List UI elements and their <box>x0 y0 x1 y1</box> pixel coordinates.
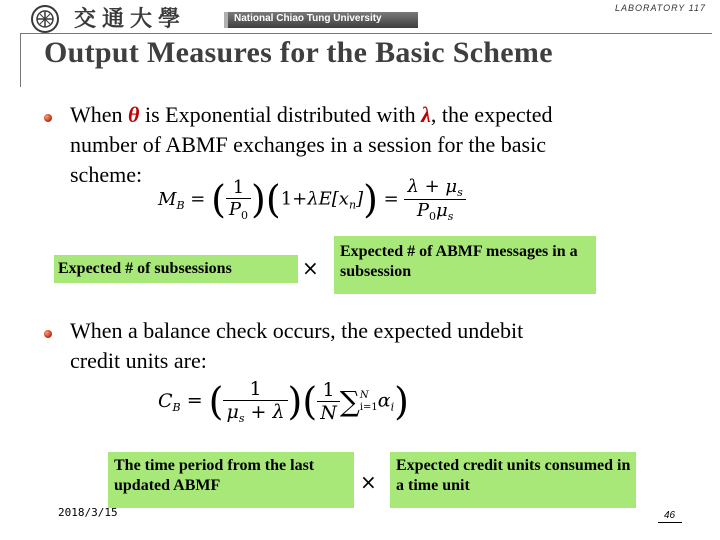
lambda-symbol: λ <box>421 102 431 127</box>
multiply-sign: × <box>302 256 319 280</box>
bullet-marker <box>44 330 52 338</box>
theta-symbol: θ <box>128 102 140 127</box>
university-logo <box>28 4 62 34</box>
callout-credit-units: Expected credit units consumed in a time unit <box>390 452 636 508</box>
text-fragment: , the expected <box>430 102 553 127</box>
bullet-2-text <box>70 316 523 376</box>
slide-title: Output Measures for the Basic Scheme <box>44 36 553 69</box>
text-fragment: is Exponential distributed with <box>139 102 422 127</box>
university-name-chinese: 交通大學 <box>74 6 187 32</box>
bullet-2-line-2: credit units are: <box>70 348 207 373</box>
callout-time-period: The time period from the last updated ABMF <box>108 452 354 508</box>
text-fragment: When <box>70 102 129 127</box>
equation-mb: $M_B$ = ( $\frac{1}{P_0}$ )$(1+\lambda E[x_n])$ = $\frac{\lambda + \mu_s}{P_0\mu_s}$ <box>158 176 466 223</box>
bullet-2-line-1: When a balance check occurs, the expected undebit <box>70 318 524 343</box>
bullet-marker <box>44 114 52 122</box>
equation-cb: $C_B$ = ( $\frac{1}{\mu_s + \lambda}$ )( $\frac{1}{N}$ ∑ N i=1 $\alpha_i$) <box>158 378 409 425</box>
page-number: 46 <box>664 510 676 521</box>
page-number-underline <box>658 522 682 523</box>
title-side-rule <box>20 33 21 87</box>
lab-label: LABORATORY 117 <box>614 3 706 13</box>
header-banner <box>28 4 400 34</box>
bullet-1-line-3: scheme: <box>70 162 143 187</box>
multiply-sign: × <box>360 470 377 494</box>
bullet-1-line-2: number of ABMF exchanges in a session for the basic <box>70 132 546 157</box>
university-name-bar <box>224 12 418 28</box>
callout-expected-subsessions: Expected # of subsessions <box>54 255 298 283</box>
bullet-1-line-1 <box>70 100 552 130</box>
slide-date: 2018/3/15 <box>58 506 118 519</box>
header-divider <box>20 33 712 34</box>
callout-abmf-messages: Expected # of ABMF messages in a subsession <box>334 236 596 294</box>
university-name-english: National Chiao Tung University <box>234 13 382 24</box>
